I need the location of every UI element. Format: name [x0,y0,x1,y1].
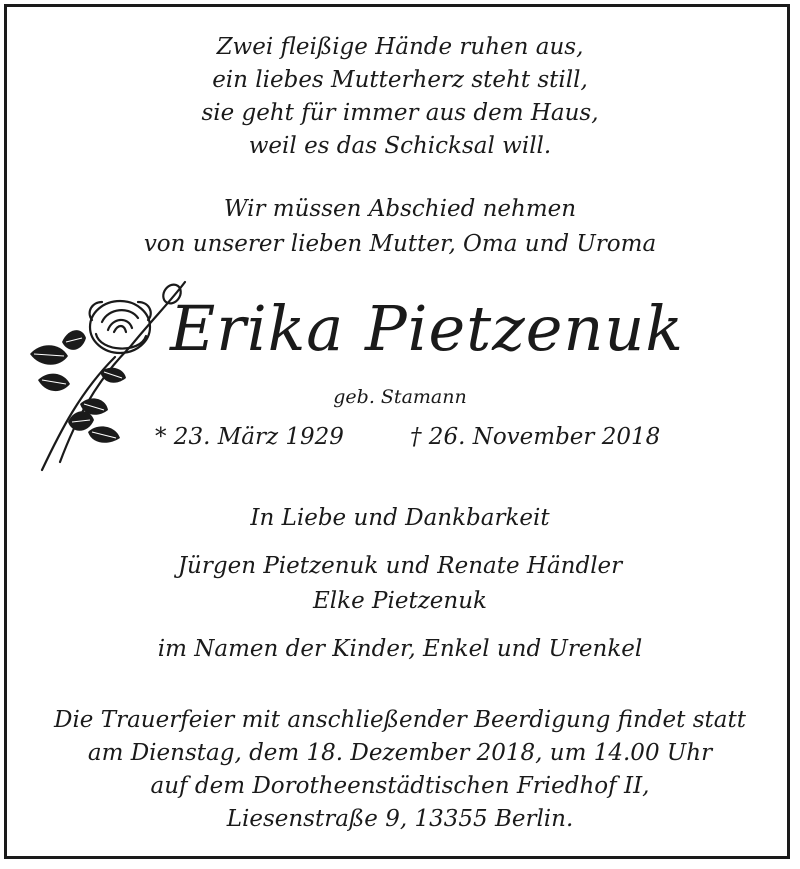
death-date: † 26. November 2018 [410,424,661,450]
farewell-line-2: von unserer lieben Mutter, Oma und Uroma [143,231,657,257]
maiden-name: geb. Stamann [333,386,467,408]
funeral-line-3: auf dem Dorotheenstädtischen Friedhof II, [150,773,650,799]
mourner-name-1: Jürgen Pietzenuk und Renate Händler [177,553,623,579]
mourner-name-2: Elke Pietzenuk [313,588,487,614]
deceased-name: Erika Pietzenuk [170,292,684,365]
poem-line-2: ein liebes Mutterherz steht still, [212,67,588,93]
mourners-intro: In Liebe und Dankbarkeit [250,505,550,531]
funeral-line-1: Die Trauerfeier mit anschließender Beerdigung findet statt [54,707,746,733]
birth-date: * 23. März 1929 [155,424,344,450]
poem-line-4: weil es das Schicksal will. [248,133,552,159]
poem-line-1: Zwei fleißige Hände ruhen aus, [216,34,584,60]
on-behalf-line: im Namen der Kinder, Enkel und Urenkel [157,636,643,662]
funeral-line-4: Liesenstraße 9, 13355 Berlin. [226,806,574,832]
farewell-line-1: Wir müssen Abschied nehmen [223,196,577,222]
funeral-line-2: am Dienstag, dem 18. Dezember 2018, um 14.00 Uhr [87,740,713,766]
poem-line-3: sie geht für immer aus dem Haus, [201,100,599,126]
